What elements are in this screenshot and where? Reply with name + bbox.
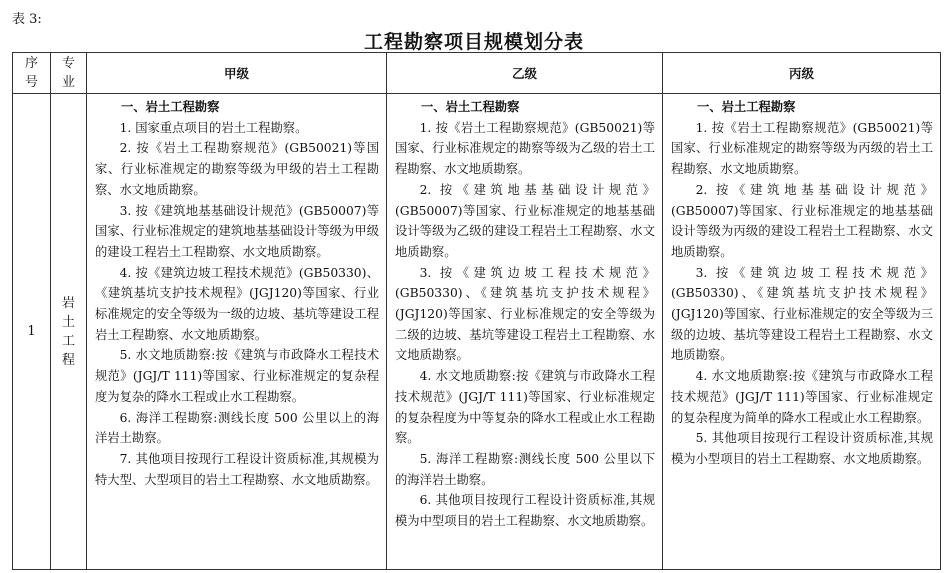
grade-b-item: 4. 水文地质勘察:按《建筑与市政降水工程技术规范》(JGJ/T 111)等国家、行业标准规定的复杂程度为中等复杂的降水工程或止水工程勘察。 (395, 369, 655, 446)
grade-b-item: 2. 按《建筑地基基础设计规范》(GB50007)等国家、行业标准规定的地基基础设计等级为乙级的建设工程岩土工程勘察、水文地质勘察。 (395, 182, 655, 259)
grade-a-cell (87, 94, 387, 570)
table-number-label: 表 3: (12, 12, 42, 27)
grade-c-item: 1. 按《岩土工程勘察规范》(GB50021)等国家、行业标准规定的勘察等级为丙级的岩土工程勘察、水文地质勘察。 (671, 120, 933, 177)
grade-a-item: 6. 海洋工程勘察:测线长度 500 公里以上的海洋岩土勘察。 (95, 410, 379, 446)
grade-c-item: 4. 水文地质勘察:按《建筑与市政降水工程技术规范》(JGJ/T 111)等国家、行业标准规定的复杂程度为简单的降水工程或止水工程勘察。 (671, 369, 933, 425)
row-spec: 岩土工程 (51, 94, 87, 570)
grade-c-section-title: 一、岩土工程勘察 (697, 100, 796, 114)
header-grade-b: 乙级 (387, 53, 663, 94)
header-row (13, 53, 941, 94)
grade-c-item: 3. 按《建筑边坡工程技术规范》(GB50330)、《建筑基坑支护技术规程》(JGJ120)等国家、行业标准规定的安全等级为三级的边坡、基坑等建设工程岩土工程勘察、水文地质勘察。 (671, 265, 933, 363)
grade-a-item: 5. 水文地质勘察:按《建筑与市政降水工程技术规范》(JGJ/T 111)等国家、行业标准规定的复杂程度为复杂的降水工程或止水工程勘察。 (95, 348, 379, 404)
header-grade-a: 甲级 (87, 53, 387, 94)
grade-b-section-title: 一、岩土工程勘察 (421, 100, 520, 114)
grade-b-item: 3. 按《建筑边坡工程技术规范》(GB50330)、《建筑基坑支护技术规程》(JGJ120)等国家、行业标准规定的安全等级为二级的边坡、基坑等建设工程岩土工程勘察、水文地质勘察。 (395, 265, 655, 363)
grade-a-item: 7. 其他项目按现行工程设计资质标准,其规模为特大型、大型项目的岩土工程勘察、水文地质勘察。 (95, 451, 379, 487)
grade-c-item: 5. 其他项目按现行工程设计资质标准,其规模为小型项目的岩土工程勘察、水文地质勘察。 (671, 431, 933, 466)
grade-b-item: 6. 其他项目按现行工程设计资质标准,其规模为中型项目的岩土工程勘察、水文地质勘察。 (395, 493, 655, 529)
grade-c-cell (663, 94, 941, 570)
header-spec: 专业 (51, 53, 87, 94)
page-title: 工程勘察项目规模划分表 (363, 31, 584, 53)
grade-c-item: 2. 按《建筑地基基础设计规范》(GB50007)等国家、行业标准规定的地基基础设计等级为丙级的建设工程岩土工程勘察、水文地质勘察。 (671, 182, 933, 259)
grade-b-item: 5. 海洋工程勘察:测线长度 500 公里以下的海洋岩土勘察。 (395, 451, 655, 487)
table-row (13, 94, 941, 570)
grade-a-item: 1. 国家重点项目的岩土工程勘察。 (119, 120, 308, 135)
header-seq: 序号 (13, 53, 51, 94)
grade-a-section-title: 一、岩土工程勘察 (121, 100, 220, 114)
grade-a-item: 3. 按《建筑地基基础设计规范》(GB50007)等国家、行业标准规定的建筑地基基础设计等级为甲级的建设工程岩土工程勘察、水文地质勘察。 (95, 203, 379, 259)
grade-a-item: 2. 按《岩土工程勘察规范》(GB50021)等国家、行业标准规定的勘察等级为甲级的岩土工程勘察、水文地质勘察。 (95, 141, 379, 197)
row-seq: 1 (13, 94, 51, 570)
header-grade-c: 丙级 (663, 53, 941, 94)
grade-b-cell (387, 94, 663, 570)
grade-a-item: 4. 按《建筑边坡工程技术规范》(GB50330)、《建筑基坑支护技术规程》(JGJ120)等国家、行业标准规定的安全等级为一级的边坡、基坑等建设工程岩土工程勘察、水文地质勘察。 (95, 265, 379, 342)
grade-b-item: 1. 按《岩土工程勘察规范》(GB50021)等国家、行业标准规定的勘察等级为乙级的岩土工程勘察、水文地质勘察。 (395, 120, 655, 177)
survey-scale-table (12, 52, 941, 570)
